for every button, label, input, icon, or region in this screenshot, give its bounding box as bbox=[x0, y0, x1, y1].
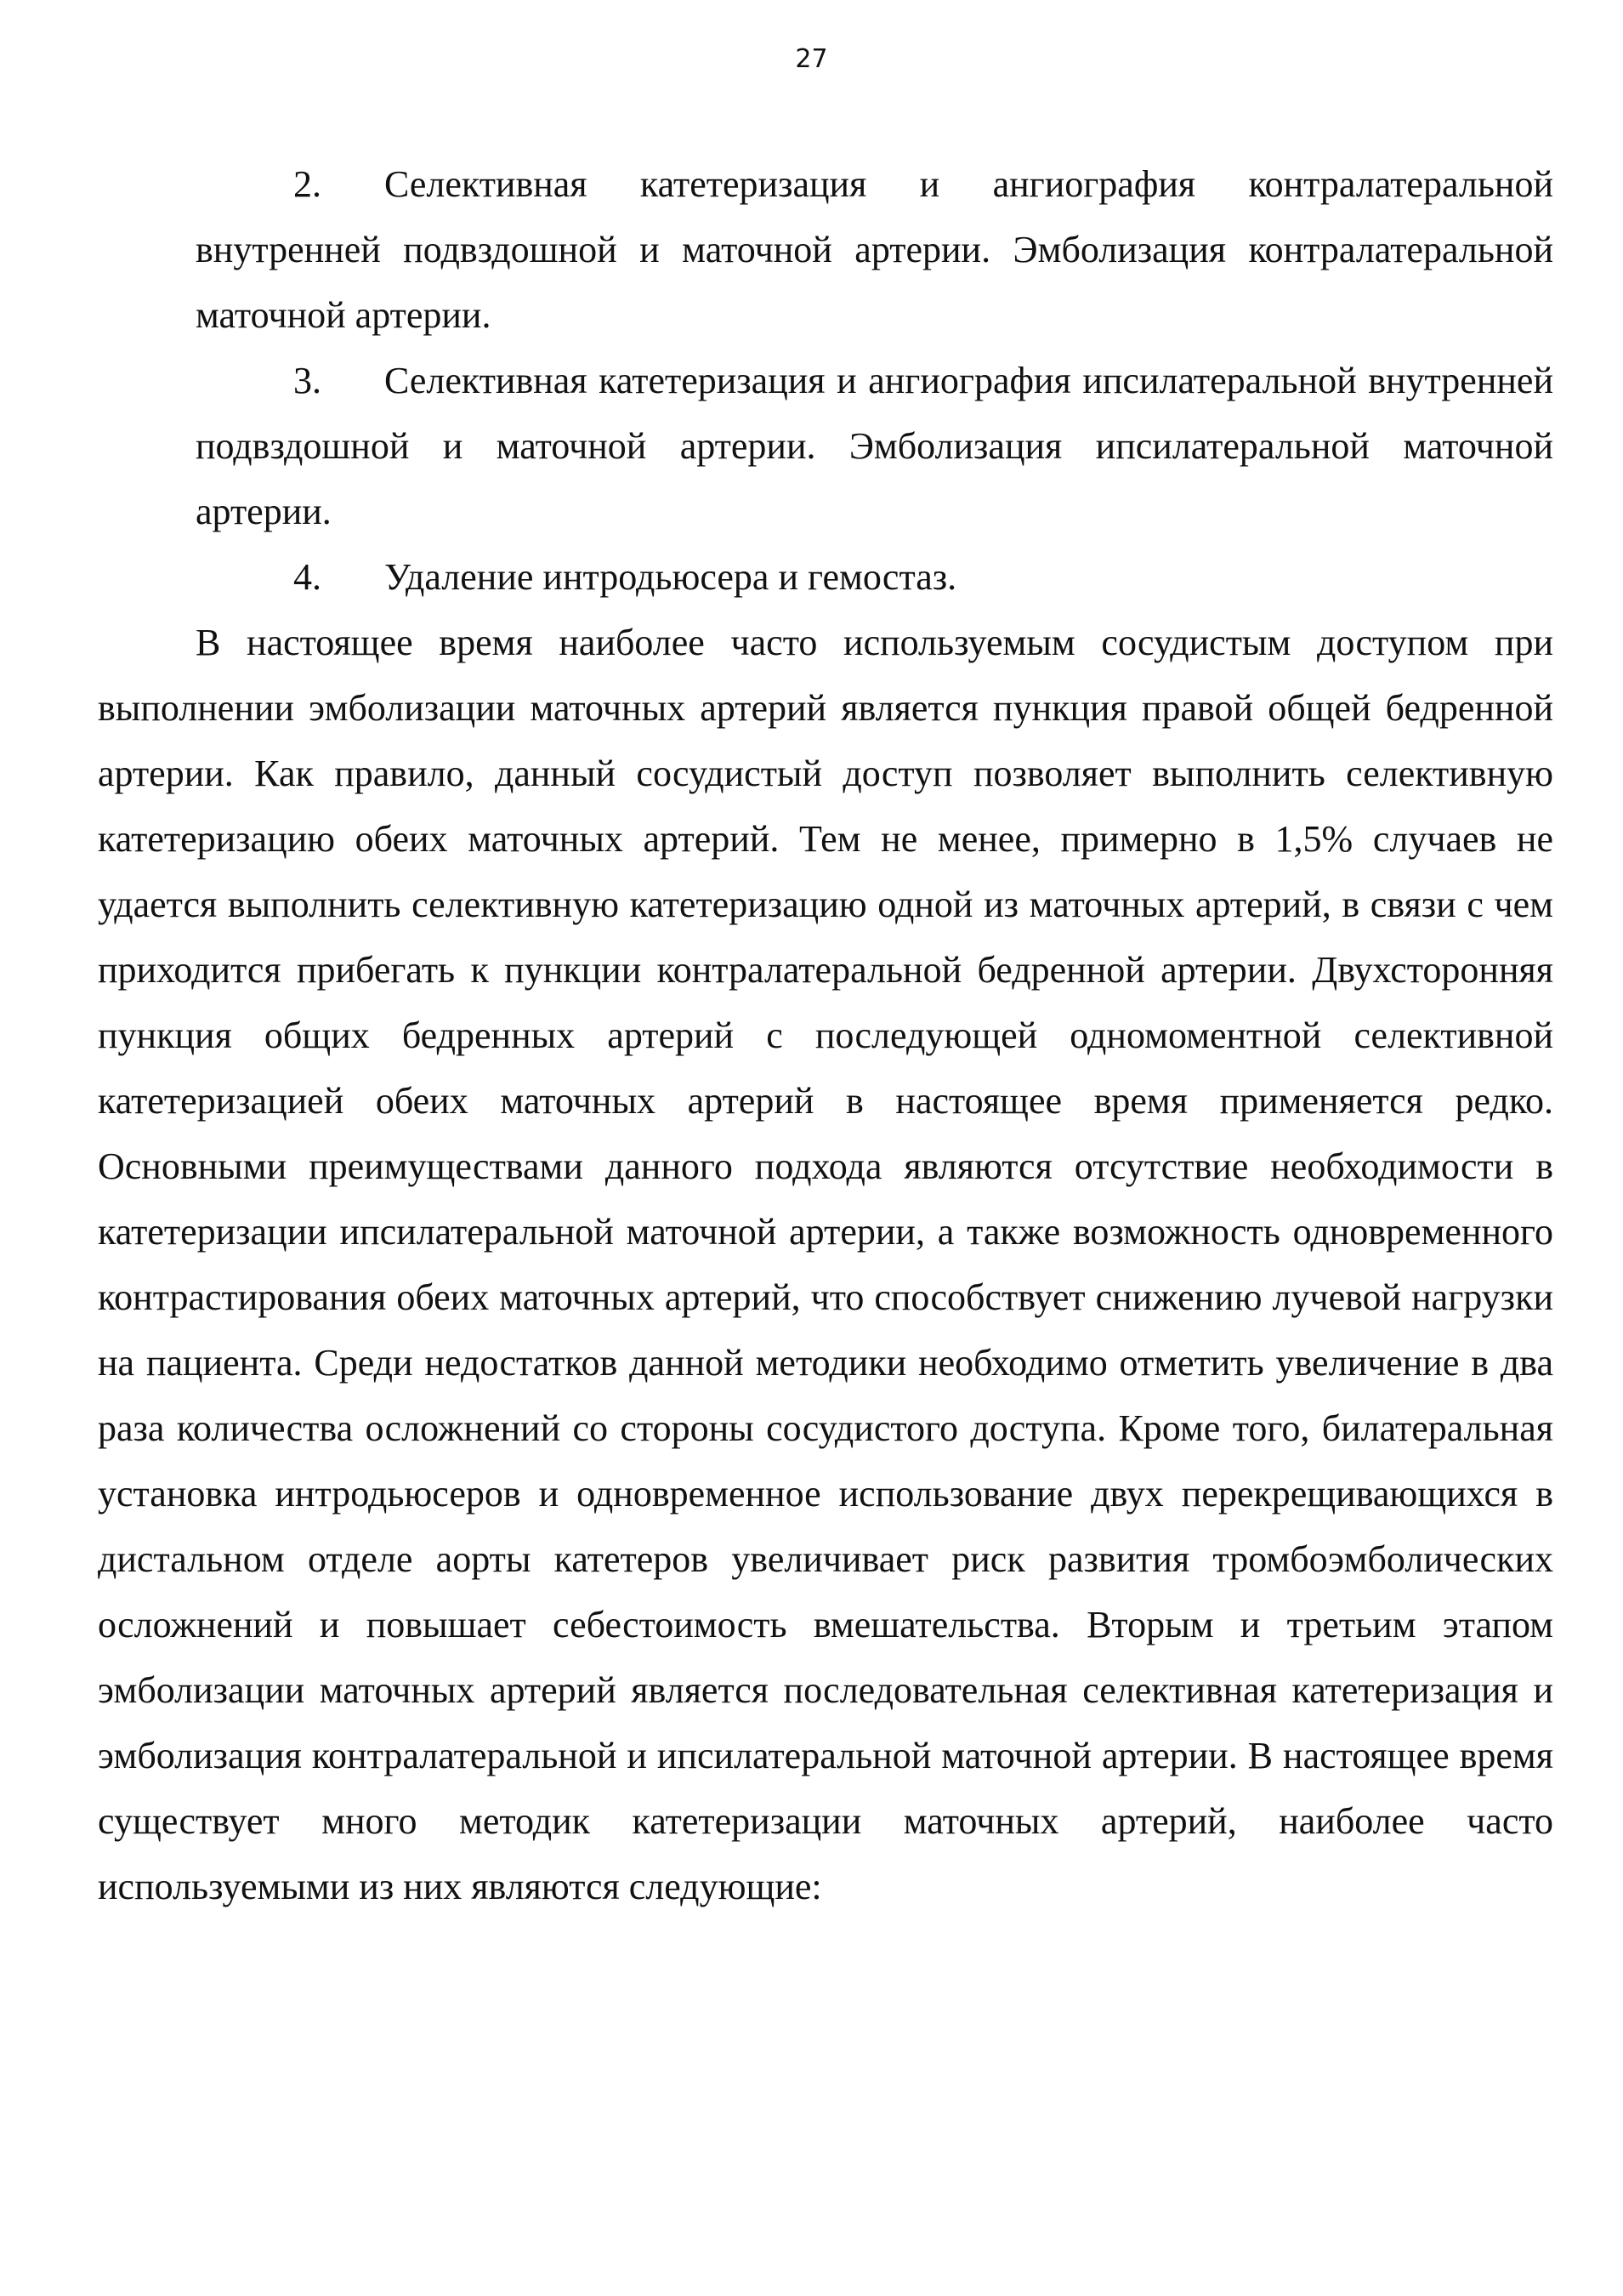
list-item-number: 2. bbox=[293, 163, 321, 205]
list-item-text: Селективная катетеризация и ангиография ипсилатеральной внутренней подвздошной и маточной артерии. Эмболизация ипсилатеральной маточной артерии. bbox=[196, 360, 1553, 532]
body-paragraph: В настоящее время наиболее часто используемым сосудистым доступом при выполнении эмболизации маточных артерий является пункция правой общей бедренной артерии. Как правило, данный сосудистый доступ позволяет выполнить селективную катетеризацию обеих маточных артерий. Тем не менее, примерно в 1,5% случаев не удается выполнить селективную катетеризацию одной из маточных артерий, в связи с чем приходится прибегать к пункции контралатеральной бедренной артерии. Двухсторонняя пункция общих бедренных артерий с последующей одномоментной селективной катетеризацией обеих маточных артерий в настоящее время применяется редко. Основными преимуществами данного подхода являются отсутствие необходимости в катетеризации ипсилатеральной маточной артерии, а также возможность одновременного контрастирования обеих маточных артерий, что способствует снижению лучевой нагрузки на пациента. Среди недостатков данной методики необходимо отметить увеличение в два раза количества осложнений со стороны сосудистого доступа. Кроме того, билатеральная установка интродьюсеров и одновременное использование двух перекрещивающихся в дистальном отделе аорты катетеров увеличивает риск развития тромбоэмболических осложнений и повышает себестоимость вмешательства. Вторым и третьим этапом эмболизации маточных артерий является последовательная селективная катетеризация и эмболизация контралатеральной и ипсилатеральной маточной артерии. В настоящее время существует много методик катетеризации маточных артерий, наиболее часто используемыми из них являются следующие: bbox=[98, 622, 1553, 1907]
list-item bbox=[196, 348, 1553, 544]
list-item bbox=[196, 151, 1553, 348]
list-item bbox=[196, 544, 1553, 610]
document-body bbox=[98, 151, 1553, 1919]
list-item-number: 4. bbox=[293, 556, 321, 598]
list-item-text: Селективная катетеризация и ангиография контралатеральной внутренней подвздошной и маточной артерии. Эмболизация контралатеральной маточной артерии. bbox=[196, 163, 1553, 336]
page-number: 27 bbox=[795, 44, 828, 74]
list-item-text: Удаление интродьюсера и гемостаз. bbox=[384, 556, 957, 598]
numbered-list bbox=[196, 151, 1553, 610]
list-item-number: 3. bbox=[293, 360, 321, 401]
